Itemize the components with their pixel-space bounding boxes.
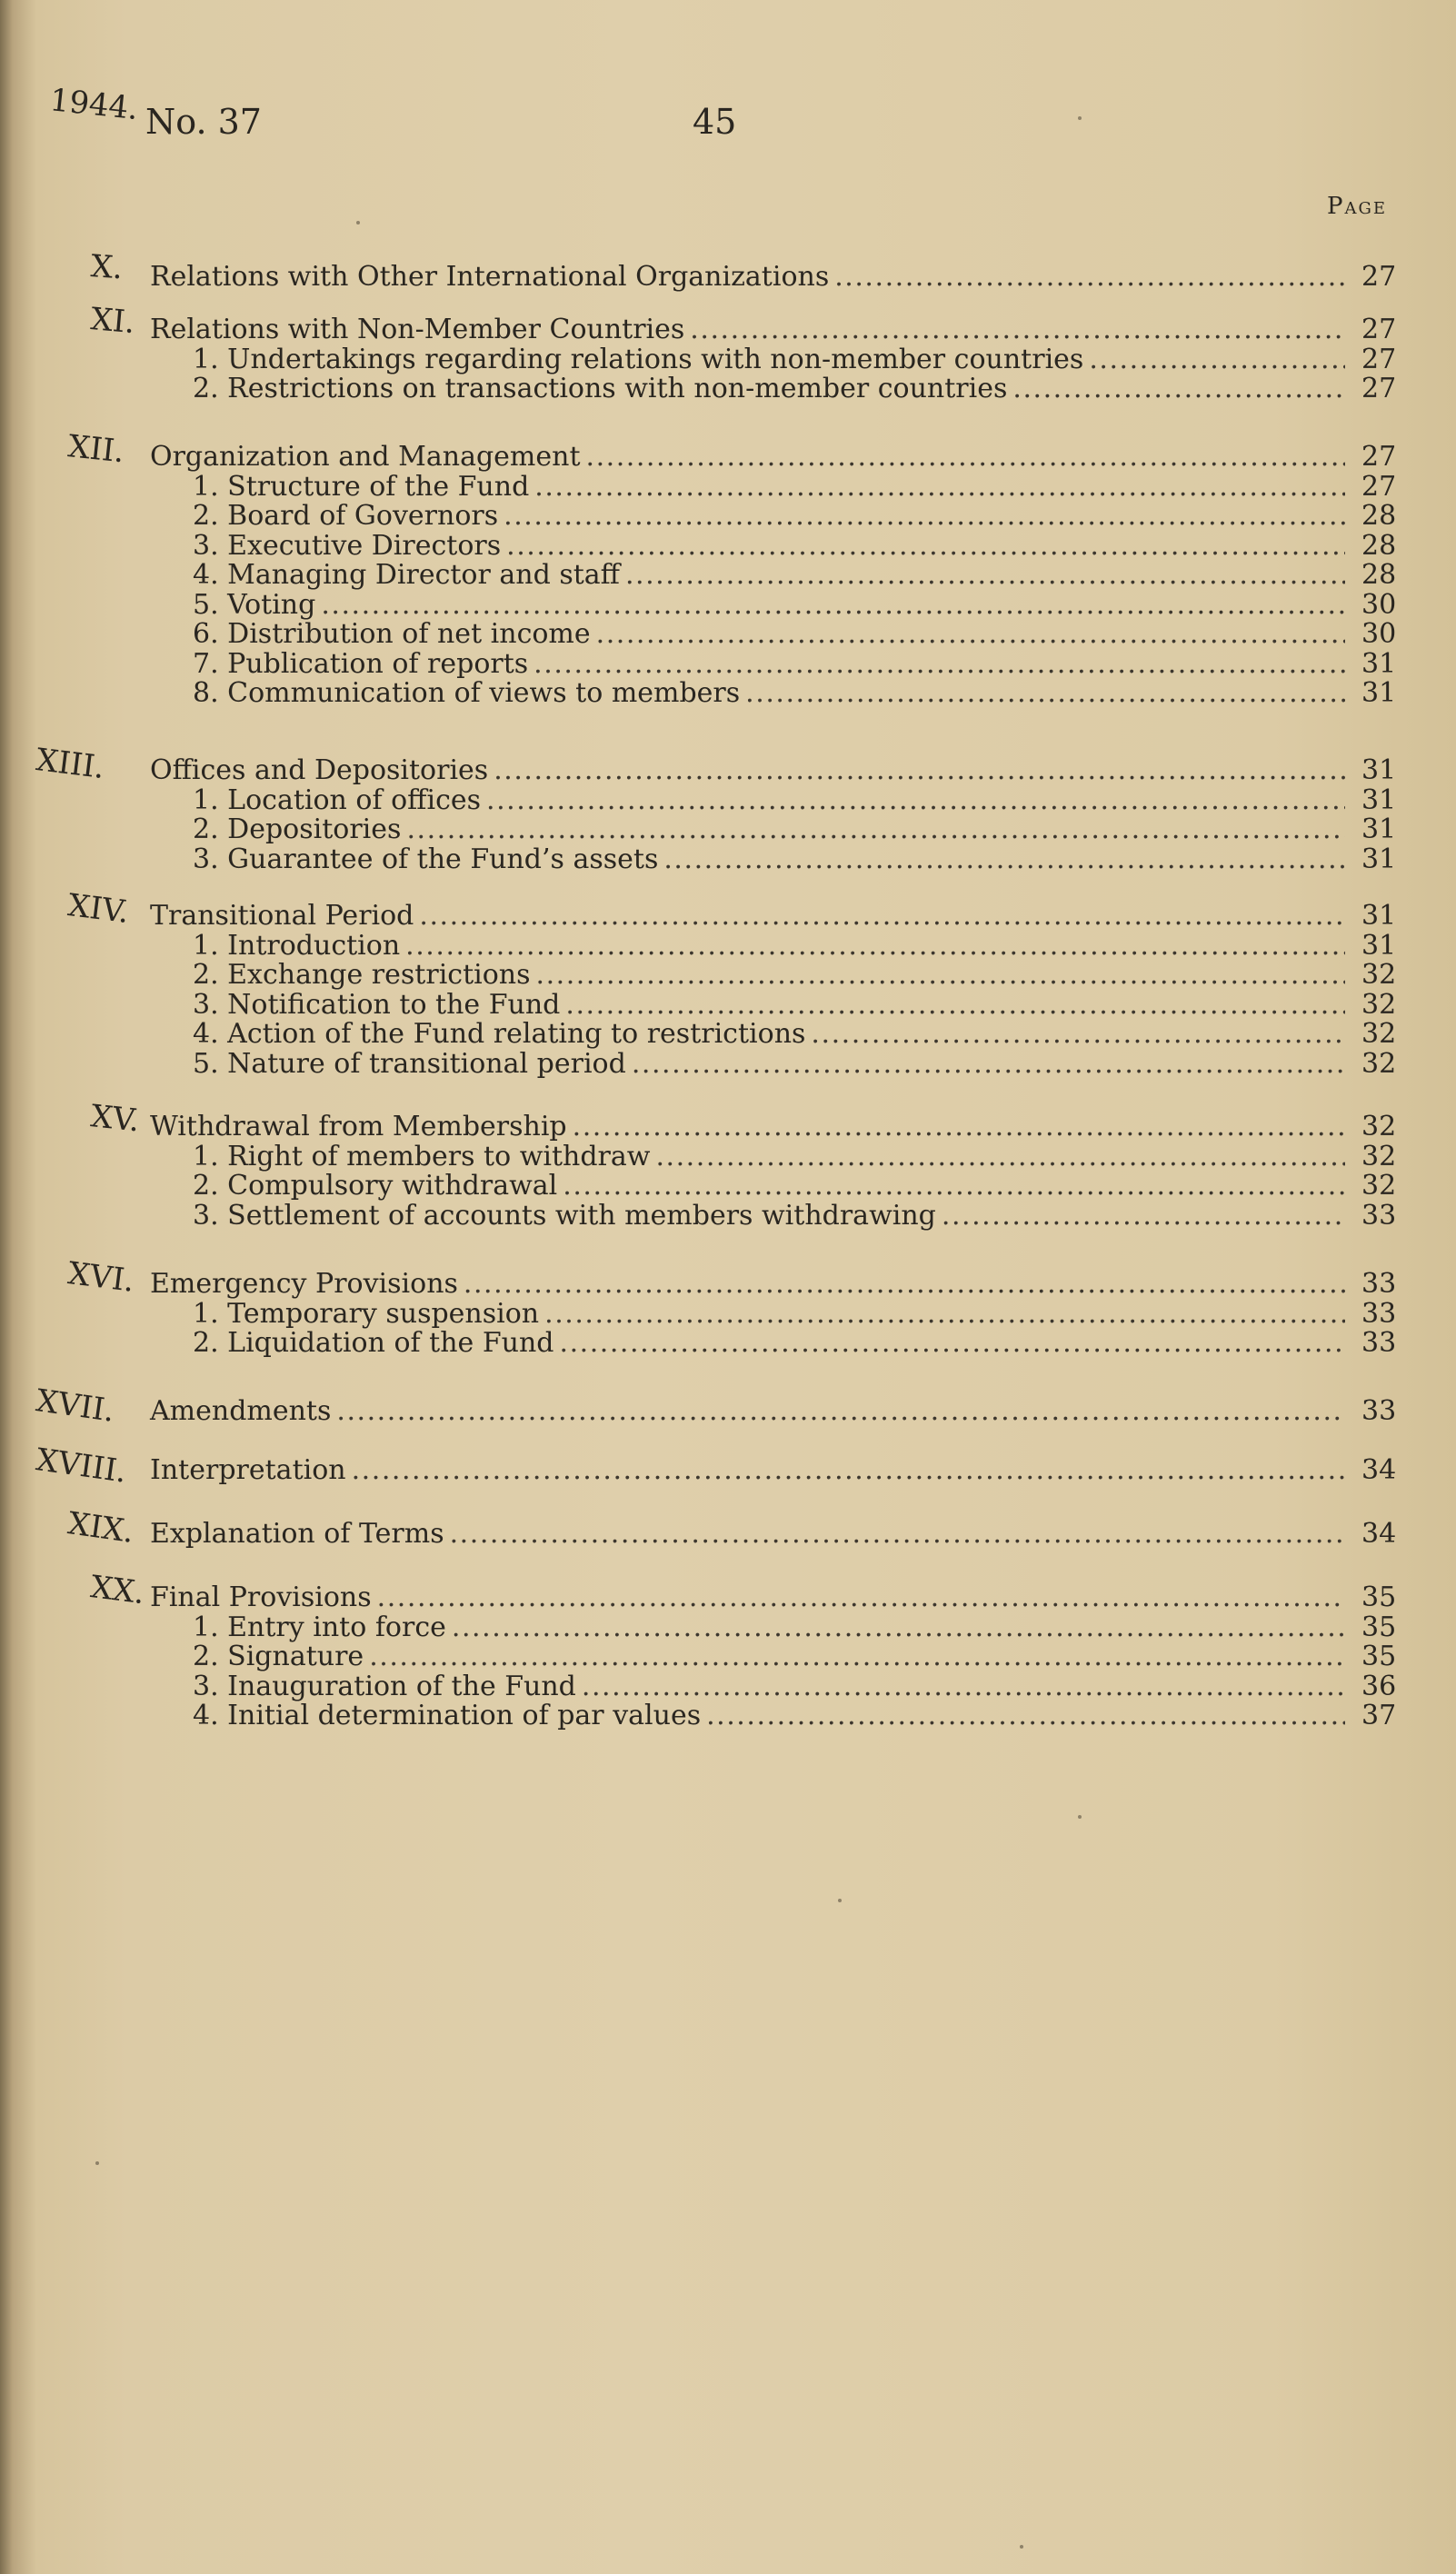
article-entry	[150, 1454, 1397, 1486]
section-entry-title: 3. Guarantee of the Fund’s assets	[193, 843, 659, 875]
section-entry-title: 2. Compulsory withdrawal	[193, 1170, 558, 1202]
article-numeral: XIX.	[65, 1505, 136, 1551]
article-entry-page: 33	[1361, 1268, 1397, 1300]
article-entry-title: Relations with Other International Organizations	[150, 261, 830, 293]
section-entry-page: 33	[1361, 1199, 1397, 1232]
dot-leader	[632, 1048, 1345, 1080]
article-entry-title: Relations with Non-Member Countries	[150, 314, 685, 345]
article-entry	[150, 1395, 1397, 1427]
dot-leader	[377, 1581, 1345, 1613]
section-entry-title: 2. Depositories	[193, 813, 402, 845]
article-numeral: XX.	[88, 1569, 147, 1612]
section-entry-page: 32	[1361, 988, 1397, 1021]
section-entry-page: 35	[1361, 1641, 1397, 1672]
article-entry-title: Final Provisions	[150, 1581, 372, 1613]
dot-leader	[464, 1268, 1345, 1300]
section-entry-page: 31	[1361, 783, 1397, 816]
dot-leader	[706, 1700, 1345, 1731]
paper-speck	[95, 2161, 99, 2165]
dot-leader	[1012, 373, 1345, 404]
section-entry	[193, 1297, 1397, 1330]
article-entry-title: Offices and Depositories	[150, 754, 489, 786]
article-entry-page: 27	[1361, 261, 1397, 293]
dot-leader	[336, 1395, 1345, 1427]
section-entry-page: 28	[1361, 500, 1397, 532]
section-entry-page: 31	[1361, 647, 1397, 680]
article-entry-page: 33	[1361, 1395, 1397, 1427]
section-entry-page: 35	[1361, 1611, 1397, 1643]
section-entry-title: 1. Temporary suspension	[193, 1297, 540, 1330]
section-entry	[193, 647, 1397, 680]
article-entry-title: Organization and Management	[150, 441, 581, 473]
section-entry-page: 36	[1361, 1670, 1397, 1702]
article-entry-title: Amendments	[150, 1395, 332, 1427]
dot-leader	[534, 471, 1345, 503]
section-entry-title: 1. Entry into force	[193, 1611, 446, 1643]
section-entry-page: 30	[1361, 618, 1397, 650]
article-entry-title: Explanation of Terms	[150, 1518, 444, 1550]
dot-leader	[321, 589, 1345, 621]
section-entry-page: 33	[1361, 1327, 1397, 1359]
article-entry-title: Interpretation	[150, 1454, 346, 1486]
section-entry-title: 6. Distribution of net income	[193, 618, 591, 650]
article-entry	[150, 441, 1397, 473]
dot-leader	[534, 648, 1345, 680]
article-entry	[150, 900, 1397, 932]
article-entry-page: 34	[1361, 1454, 1397, 1486]
section-entry-title: 3. Executive Directors	[193, 529, 502, 562]
section-entry	[193, 1140, 1397, 1172]
paper-speck	[1078, 116, 1082, 120]
dot-leader	[582, 1671, 1345, 1702]
section-entry-page: 27	[1361, 373, 1397, 404]
section-entry	[193, 843, 1397, 875]
section-entry-title: 3. Notification to the Fund	[193, 988, 561, 1021]
section-entry	[193, 1018, 1397, 1050]
paper-speck	[356, 221, 360, 224]
section-entry-title: 1. Location of offices	[193, 783, 482, 816]
section-entry-title: 5. Nature of transitional period	[193, 1047, 626, 1080]
article-numeral: XVI.	[65, 1255, 136, 1300]
section-entry-title: 4. Action of the Fund relating to restrictions	[193, 1018, 806, 1050]
article-entry-page: 34	[1361, 1518, 1397, 1550]
article-entry-title: Emergency Provisions	[150, 1268, 458, 1300]
section-entry	[193, 1700, 1397, 1731]
section-entry	[193, 813, 1397, 845]
article-entry-page: 27	[1361, 441, 1397, 473]
section-entry-page: 32	[1361, 959, 1397, 991]
article-entry	[150, 1111, 1397, 1142]
section-entry-page: 31	[1361, 813, 1397, 845]
dot-leader	[536, 959, 1345, 991]
article-entry	[150, 1268, 1397, 1300]
dot-leader	[565, 989, 1345, 1021]
section-entry-title: 1. Introduction	[193, 929, 401, 962]
section-entry	[193, 929, 1397, 962]
article-numeral: XIII.	[34, 742, 107, 787]
article-numeral: XIV.	[65, 887, 132, 932]
section-entry	[193, 343, 1397, 375]
dot-leader	[494, 754, 1345, 786]
section-entry	[193, 1611, 1397, 1643]
dot-leader	[369, 1641, 1345, 1672]
section-entry-page: 28	[1361, 559, 1397, 591]
dot-leader	[586, 441, 1346, 473]
dot-leader	[596, 618, 1345, 650]
section-entry-title: 4. Managing Director and staff	[193, 559, 620, 591]
dot-leader	[663, 843, 1345, 875]
section-entry-title: 7. Publication of reports	[193, 647, 529, 680]
article-numeral: XII.	[65, 428, 126, 471]
article-numeral: XVII.	[34, 1382, 117, 1430]
dot-leader	[506, 530, 1345, 562]
dot-leader	[450, 1518, 1345, 1550]
dot-leader	[563, 1170, 1345, 1202]
article-numeral: XV.	[88, 1098, 142, 1140]
section-entry-page: 30	[1361, 588, 1397, 621]
article-entry-page: 31	[1361, 900, 1397, 932]
dot-leader	[405, 930, 1345, 962]
dot-leader	[942, 1200, 1345, 1232]
section-entry	[193, 529, 1397, 562]
section-entry-title: 2. Restrictions on transactions with non-member countries	[193, 373, 1008, 404]
article-entry	[150, 261, 1397, 293]
section-entry	[193, 1670, 1397, 1702]
paper-speck	[838, 1899, 842, 1902]
article-entry	[150, 314, 1397, 345]
article-entry-title: Withdrawal from Membership	[150, 1111, 567, 1142]
article-entry	[150, 1518, 1397, 1550]
dot-leader	[352, 1454, 1345, 1486]
dot-leader	[419, 900, 1345, 932]
section-entry-page: 31	[1361, 843, 1397, 875]
section-entry-title: 8. Communication of views to members	[193, 677, 741, 709]
section-entry-title: 3. Settlement of accounts with members withdrawing	[193, 1199, 936, 1232]
section-entry	[193, 559, 1397, 591]
section-entry-title: 2. Signature	[193, 1641, 364, 1672]
dot-leader	[745, 677, 1345, 709]
section-entry-title: 1. Structure of the Fund	[193, 470, 530, 503]
section-entry	[193, 783, 1397, 816]
article-entry-page: 32	[1361, 1111, 1397, 1142]
dot-leader	[690, 314, 1345, 345]
dot-leader	[486, 784, 1345, 816]
header-number: No. 37	[145, 102, 262, 142]
section-entry	[193, 1199, 1397, 1232]
section-entry-page: 27	[1361, 470, 1397, 503]
section-entry	[193, 588, 1397, 621]
section-entry-page: 31	[1361, 677, 1397, 709]
section-entry-page: 33	[1361, 1297, 1397, 1330]
section-entry-title: 1. Undertakings regarding relations with non-member countries	[193, 343, 1084, 375]
section-entry	[193, 618, 1397, 650]
article-entry-page: 35	[1361, 1581, 1397, 1613]
section-entry	[193, 1641, 1397, 1672]
section-entry-title: 2. Liquidation of the Fund	[193, 1327, 554, 1359]
section-entry	[193, 677, 1397, 709]
article-numeral: X.	[89, 248, 125, 287]
dot-leader	[406, 813, 1345, 845]
section-entry-page: 28	[1361, 529, 1397, 562]
section-entry-page: 32	[1361, 1140, 1397, 1172]
section-entry	[193, 1170, 1397, 1202]
article-numeral: XVIII.	[34, 1442, 129, 1491]
paper-speck	[1078, 1815, 1082, 1819]
running-head	[0, 0, 1456, 182]
article-entry-page: 27	[1361, 314, 1397, 345]
dot-leader	[811, 1018, 1345, 1050]
section-entry-page: 32	[1361, 1047, 1397, 1080]
dot-leader	[560, 1327, 1346, 1359]
paper-speck	[1020, 2545, 1023, 2549]
section-entry-page: 32	[1361, 1018, 1397, 1050]
section-entry-page: 27	[1361, 343, 1397, 375]
section-entry	[193, 373, 1397, 404]
section-entry-page: 37	[1361, 1700, 1397, 1731]
header-year: 1944.	[47, 82, 140, 128]
dot-leader	[504, 500, 1345, 532]
section-entry	[193, 988, 1397, 1021]
page-column-label: Page	[1327, 193, 1388, 220]
section-entry-title: 2. Exchange restrictions	[193, 959, 531, 991]
dot-leader	[655, 1141, 1345, 1172]
article-numeral: XI.	[89, 301, 137, 342]
article-entry-title: Transitional Period	[150, 900, 414, 932]
section-entry	[193, 1327, 1397, 1359]
section-entry	[193, 470, 1397, 503]
dot-leader	[625, 559, 1345, 591]
section-entry-page: 31	[1361, 929, 1397, 962]
section-entry-title: 2. Board of Governors	[193, 500, 499, 532]
section-entry	[193, 1047, 1397, 1080]
section-entry-title: 1. Right of members to withdraw	[193, 1140, 651, 1172]
section-entry	[193, 959, 1397, 991]
section-entry-title: 5. Voting	[193, 588, 316, 621]
article-entry	[150, 754, 1397, 786]
page-number: 45	[693, 102, 737, 142]
dot-leader	[573, 1111, 1345, 1142]
section-entry	[193, 500, 1397, 532]
dot-leader	[1089, 344, 1345, 375]
dot-leader	[452, 1611, 1345, 1643]
section-entry-page: 32	[1361, 1170, 1397, 1202]
section-entry-title: 4. Initial determination of par values	[193, 1700, 702, 1731]
article-entry	[150, 1581, 1397, 1613]
dot-leader	[544, 1298, 1345, 1330]
article-entry-page: 31	[1361, 754, 1397, 786]
section-entry-title: 3. Inauguration of the Fund	[193, 1670, 576, 1702]
dot-leader	[834, 261, 1345, 293]
